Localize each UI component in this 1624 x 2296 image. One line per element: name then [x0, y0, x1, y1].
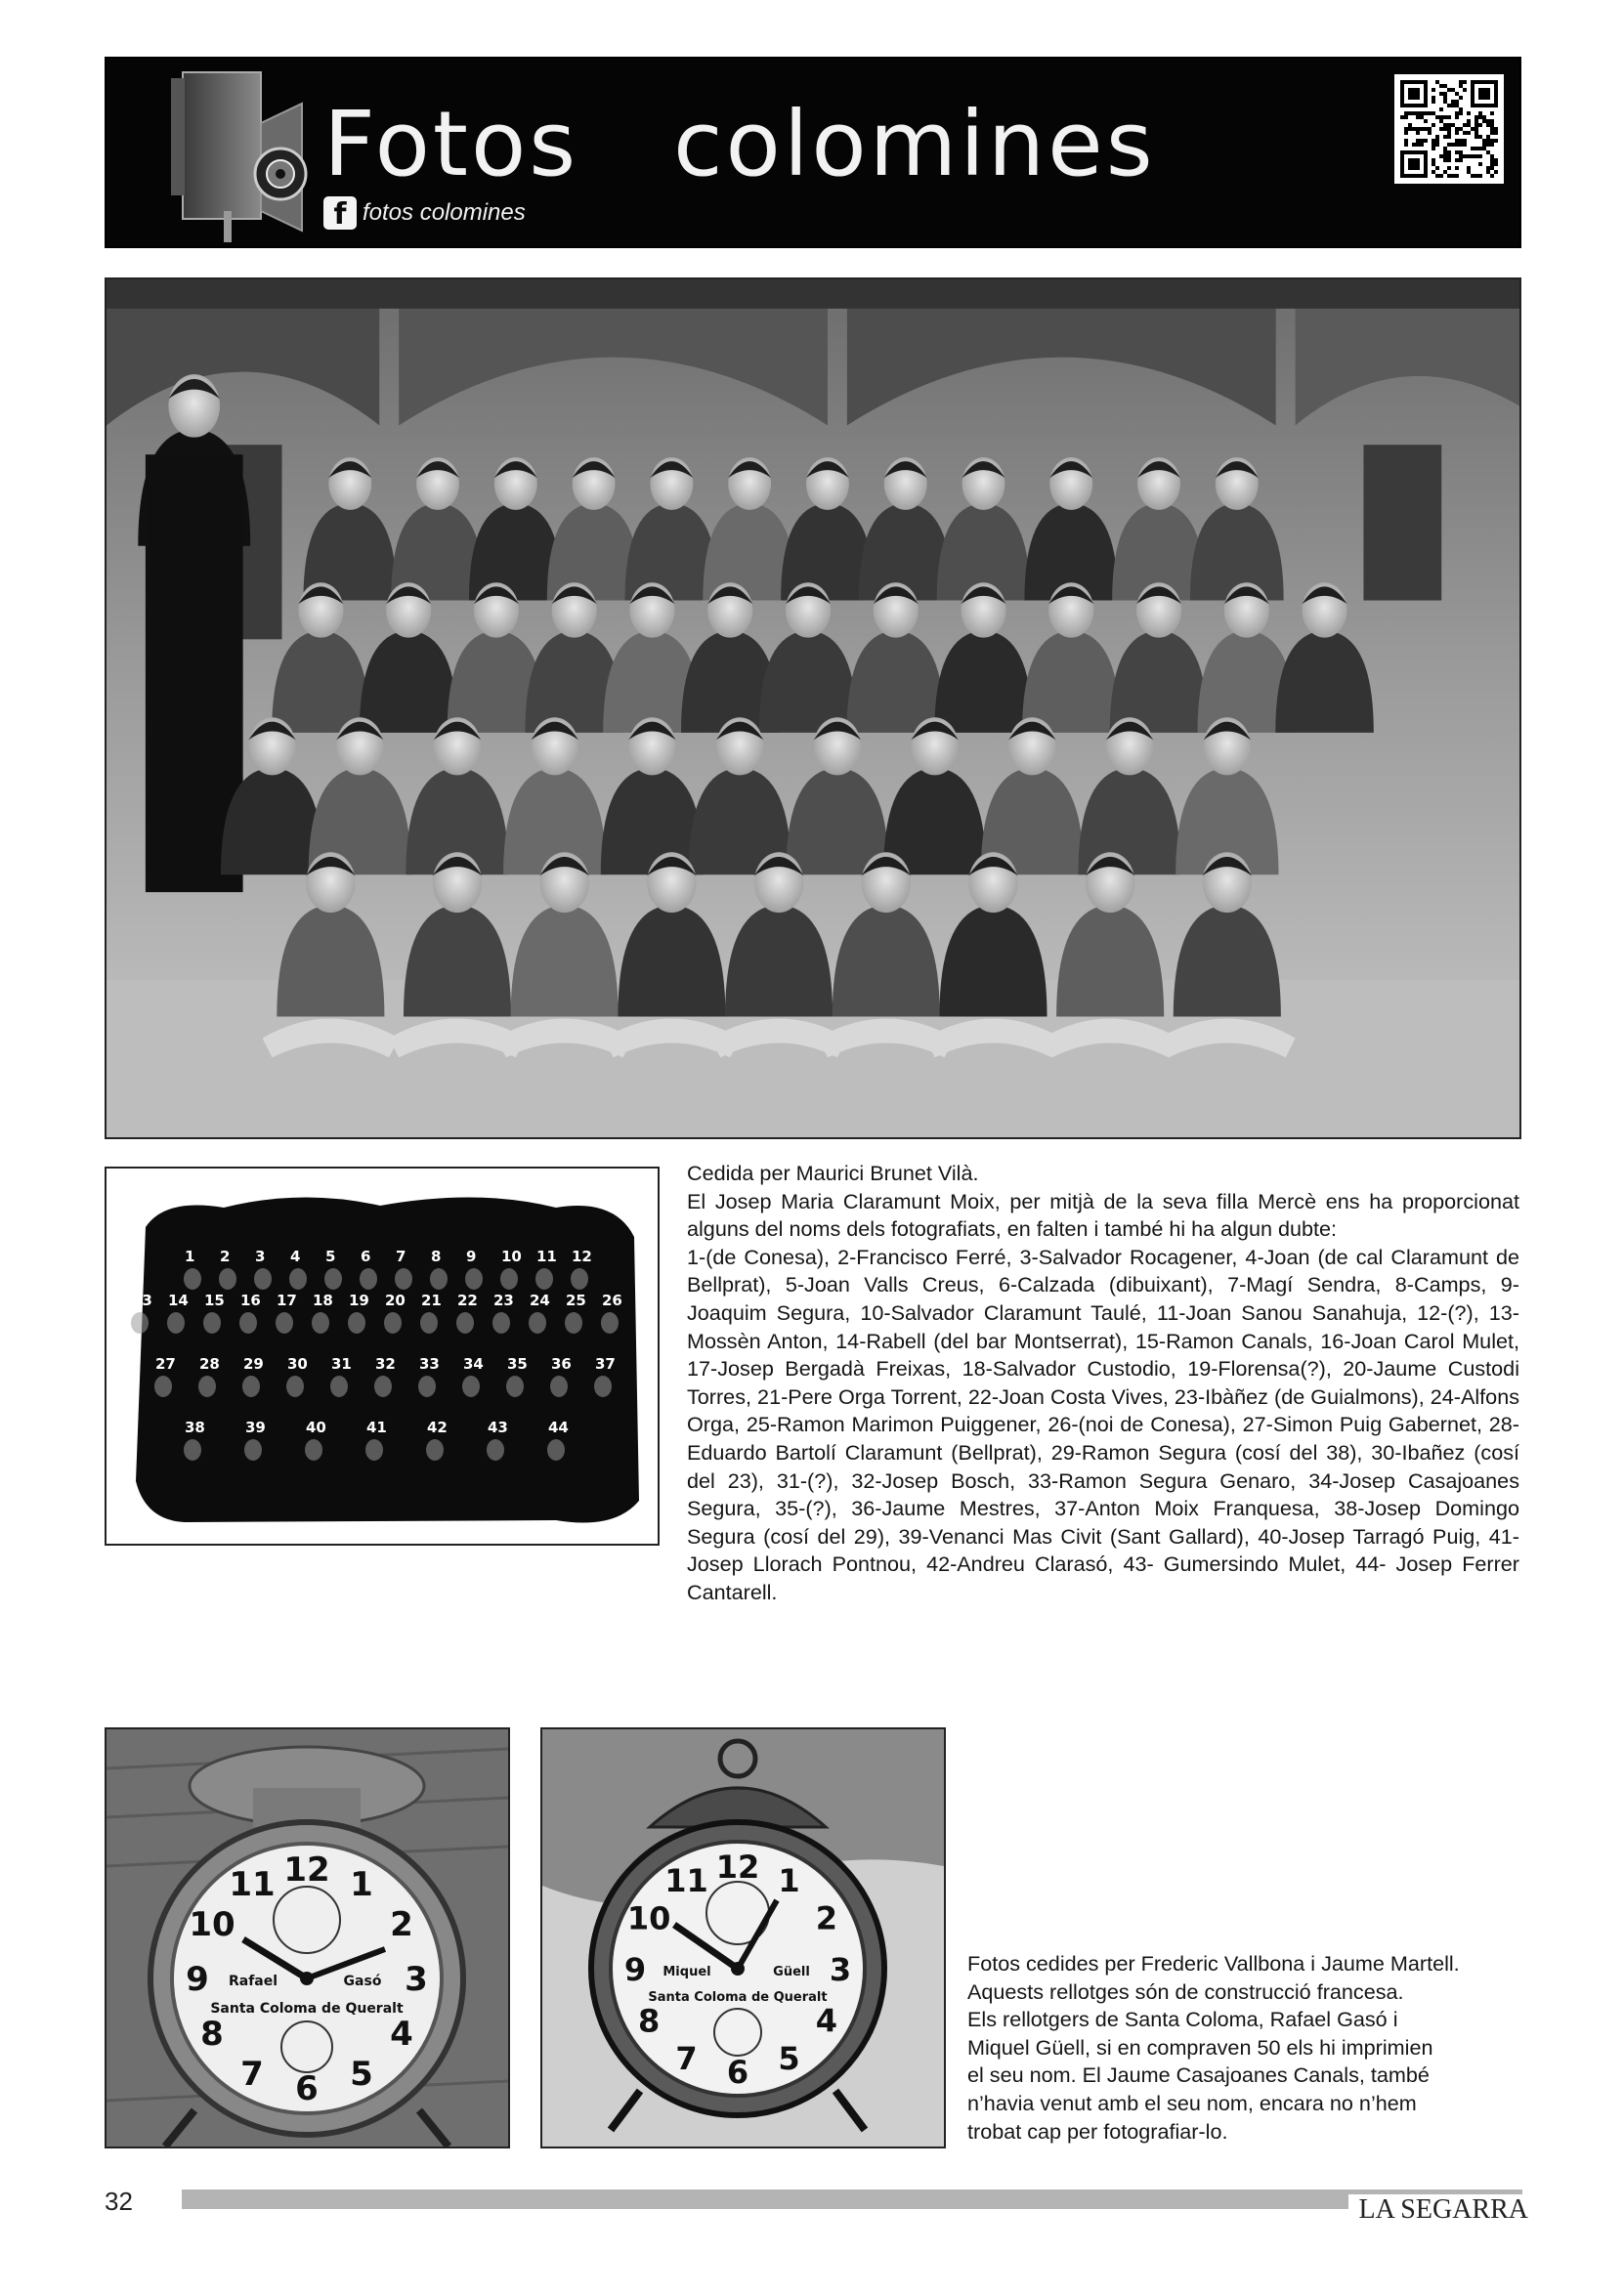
photo-number-label: 29: [243, 1355, 264, 1373]
photo-number-label: 12: [572, 1248, 592, 1265]
clock-numeral: 9: [623, 1951, 647, 1988]
clock-numeral: 5: [350, 2055, 373, 2094]
clock-numeral: 6: [726, 2054, 749, 2091]
photo-number-label: 41: [366, 1419, 387, 1436]
photo-number-label: 16: [240, 1292, 261, 1309]
clock-numeral: 4: [390, 2015, 413, 2054]
clock-numeral: 2: [815, 1899, 838, 1937]
photo-number-label: 18: [313, 1292, 333, 1309]
photo-number-label: 13: [132, 1292, 152, 1309]
clock-numeral: 11: [229, 1865, 276, 1904]
magazine-name: LA SEGARRA: [1348, 2194, 1528, 2226]
photo-number-label: 17: [277, 1292, 297, 1309]
photo-number-label: 14: [168, 1292, 189, 1309]
photo-number-label: 9: [466, 1248, 477, 1265]
qr-code-icon[interactable]: [1394, 74, 1504, 184]
photo-number-label: 10: [501, 1248, 522, 1265]
camera-icon: [165, 64, 312, 242]
clock-numeral: 3: [829, 1951, 852, 1988]
page-number: 32: [105, 2187, 133, 2216]
clock-numeral: 5: [778, 2039, 800, 2077]
clock-numeral: 1: [350, 1865, 373, 1904]
facebook-icon: f: [323, 196, 357, 230]
photo-number-label: 44: [548, 1419, 569, 1436]
photo-number-label: 25: [566, 1292, 586, 1309]
clock-numeral: 8: [637, 2002, 661, 2040]
clock2-brand-left: Miquel: [662, 1965, 711, 1979]
clock-caption-line: el seu nom. El Jaume Casajoanes Canals, també: [967, 2062, 1430, 2088]
clock-caption-line: Miquel Güell, si en compraven 50 els hi imprimien: [967, 2034, 1433, 2060]
photo-number-label: 27: [155, 1355, 176, 1373]
clock-numeral: 11: [664, 1862, 708, 1900]
clock-photo-miquel-guell: [540, 1727, 946, 2148]
photo-number-label: 4: [290, 1248, 301, 1265]
clock-caption-line: n’havia venut amb el seu nom, encara no n’hem: [967, 2090, 1417, 2115]
photo-number-label: 31: [331, 1355, 352, 1373]
photo-number-label: 30: [287, 1355, 308, 1373]
photo-number-label: 37: [595, 1355, 616, 1373]
clock-numeral: 9: [186, 1960, 209, 1999]
header-banner: [105, 57, 1521, 248]
clock-numeral: 10: [626, 1899, 671, 1937]
clock1-brand-left: Rafael: [228, 1974, 278, 1989]
photo-number-label: 42: [427, 1419, 448, 1436]
photo-number-label: 32: [375, 1355, 396, 1373]
photo-number-label: 24: [530, 1292, 550, 1309]
photo-number-label: 19: [349, 1292, 369, 1309]
numbered-group-photo: [105, 1167, 660, 1546]
caption-credit: Cedida per Maurici Brunet Vilà.: [687, 1161, 979, 1185]
caption-names: 1-(de Conesa), 2-Francisco Ferré, 3-Salvador Rocagener, 4-Joan (de cal Claramunt de Bellprat), 5-Joan Valls Creus, 6-Calzada (dibuixant), 7-Magí Sendra, 8-Camps, 9-Joaquim Segura, 10-Salvador Claramunt Taulé, 11-Joan Sanou Sanahuja, 12-(?), 13-Mossèn Anton, 14-Rabell (del bar Montserrat), 15-Ramon Canals, 16-Joan Carol Mulet, 17-Josep Bergadà Freixas, 18-Salvador Custodio, 19-Florensa(?), 20-Jaume Custodi Torres, 21-Pere Orga Torrent, 22-Joan Costa Vives, 23-Ibàñez (de Guialmons), 24-Alfons Orga, 25-Ramon Marimon Puiggener, 26-(noi de Conesa), 27-Simon Puig Gabernet, 28- Eduardo Bartolí Claramunt (Bellprat), 29-Ramon Segura (cosí del 38), 30-Ibañez (cosí del 23), 31-(?), 32-Josep Bosch, 33-Ramon Segura Genaro, 34-Josep Casajoanes Segura, 35-(?), 36-Jaume Mestres, 37-Anton Moix Franquesa, 38-Josep Domingo Segura (cosí del 29), 39-Venanci Mas Civit (Sant Gallard), 40-Josep Tarragó Puig, 41-Josep Llorach Pontnou, 42-Andreu Clarasó, 43- Gumersindo Mulet, 44- Josep Ferrer Cantarell.: [687, 1244, 1519, 1604]
photo-number-label: 26: [602, 1292, 622, 1309]
clock-caption-line: Aquests rellotges són de construcció francesa.: [967, 1978, 1404, 2004]
clock-caption-line: Fotos cedides per Frederic Vallbona i Jaume Martell.: [967, 1951, 1460, 1976]
photo-number-label: 8: [431, 1248, 442, 1265]
photo-number-label: 7: [396, 1248, 406, 1265]
photo-number-label: 23: [493, 1292, 514, 1309]
clock-caption-line: Els rellotgers de Santa Coloma, Rafael Gasó i: [967, 2007, 1398, 2032]
photo-number-label: 43: [488, 1419, 508, 1436]
clock1-location: Santa Coloma de Queralt: [210, 2001, 404, 2017]
footer-bar: [182, 2190, 1522, 2209]
photo-number-label: 15: [204, 1292, 225, 1309]
group-photo: [105, 277, 1521, 1139]
photo-number-label: 33: [419, 1355, 440, 1373]
clock-numeral: 12: [715, 1849, 760, 1886]
photo-number-label: 34: [463, 1355, 484, 1373]
photo-number-label: 38: [185, 1419, 205, 1436]
photo-caption: [687, 1160, 1519, 1607]
clock2-location: Santa Coloma de Queralt: [648, 1990, 828, 2005]
photo-number-label: 1: [185, 1248, 195, 1265]
page-title: Fotos colomines: [323, 92, 1156, 196]
photo-number-label: 35: [507, 1355, 528, 1373]
caption-intro: El Josep Maria Claramunt Moix, per mitjà de la seva filla Mercè ens ha proporcionat alguns del noms dels fotografiats, en falten i també hi ha algun dubte:: [687, 1188, 1519, 1242]
clock-numeral: 4: [815, 2002, 838, 2040]
clock-numeral: 7: [675, 2039, 698, 2077]
clock-numeral: 10: [189, 1905, 235, 1944]
facebook-link[interactable]: [323, 193, 526, 233]
photo-number-label: 20: [385, 1292, 406, 1309]
clock-numeral: 6: [295, 2069, 319, 2108]
clock-numeral: 12: [283, 1850, 330, 1890]
photo-number-label: 36: [551, 1355, 572, 1373]
photo-number-label: 2: [220, 1248, 231, 1265]
photo-number-label: 39: [245, 1419, 266, 1436]
clock-numeral: 2: [390, 1905, 413, 1944]
photo-number-label: 3: [255, 1248, 266, 1265]
clock1-brand-right: Gasó: [343, 1974, 382, 1989]
facebook-label: fotos colomines: [363, 199, 526, 226]
clock2-brand-right: Güell: [773, 1965, 810, 1979]
photo-number-label: 22: [457, 1292, 478, 1309]
photo-number-label: 6: [361, 1248, 371, 1265]
clock-caption: [967, 1950, 1534, 2146]
photo-number-label: 40: [306, 1419, 326, 1436]
photo-number-label: 28: [199, 1355, 220, 1373]
photo-number-label: 11: [536, 1248, 557, 1265]
photo-number-label: 5: [325, 1248, 336, 1265]
clock-photo-rafael-gaso: [105, 1727, 510, 2148]
clock-numeral: 7: [240, 2055, 264, 2094]
clock-numeral: 3: [405, 1960, 428, 1999]
clock-caption-line: trobat cap per fotografiar-lo.: [967, 2118, 1228, 2144]
photo-number-label: 21: [421, 1292, 442, 1309]
clock-numeral: 8: [200, 2015, 224, 2054]
clock-numeral: 1: [778, 1862, 800, 1900]
